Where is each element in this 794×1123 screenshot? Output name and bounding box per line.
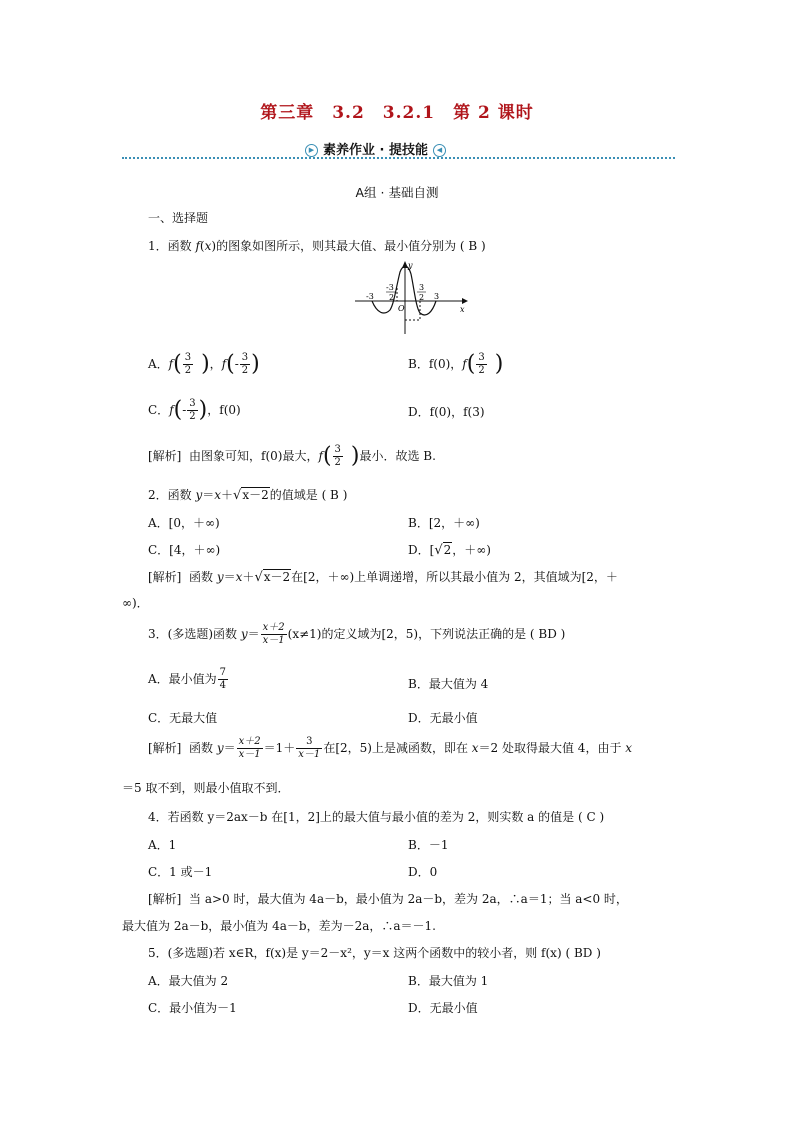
question-4-stem: 4．若函数 y＝2ax－b 在[1，2]上的最大值与最小值的差为 2，则实数 a 的值是 ( C ) xyxy=(148,810,605,824)
graph-x-arrow xyxy=(462,298,468,304)
q3-option-b: B．最大值为 4 xyxy=(408,677,489,691)
play-left-icon: ◀ xyxy=(433,144,446,157)
graph-label-neg3-num: -3 xyxy=(386,283,394,292)
graph-label-3-num: 3 xyxy=(419,283,425,292)
q1-function-graph xyxy=(350,258,475,338)
q2-analysis-line2: ∞)． xyxy=(122,596,149,610)
q5-option-a: A．最大值为 2 xyxy=(148,974,229,988)
q3-option-a: A．最小值为 $\frac{7}{4}$ xyxy=(148,667,227,691)
dotted-divider xyxy=(122,157,675,159)
q1-f: f xyxy=(195,239,200,253)
q1-option-c: C．f(- $\frac{3}{2}$ )，f(0) xyxy=(148,397,241,423)
q5-option-c: C．最小值为－1 xyxy=(148,1001,237,1015)
q4-option-d: D．0 xyxy=(408,865,438,879)
question-3-stem: 3．(多选题)函数 y＝ $\frac{x+2}{x-1}$ (x≠1)的定义域为[2，5)，下列说法正确的是 ( BD ) xyxy=(148,622,566,646)
q3-option-d: D．无最小值 xyxy=(408,711,478,725)
q2-analysis-line1: [解析] 函数 y＝x＋√x－2在[2，＋∞)上单调递增，所以其最小值为 2，其值域为[2，＋ xyxy=(148,570,618,585)
question-2-stem: 2．函数 y＝x＋√x－2的值域是 ( B ) xyxy=(148,488,348,503)
graph-label-neg3: -3 xyxy=(366,292,374,301)
q4-analysis-line1: [解析] 当 a>0 时，最大值为 4a－b，最小值为 2a－b，差为 2a，∴a＝1；当 a<0 时， xyxy=(148,892,628,906)
q4-option-a: A．1 xyxy=(148,838,177,852)
graph-label-den-left: 2 xyxy=(389,293,395,302)
play-right-icon: ▶ xyxy=(305,144,318,157)
q4-option-c: C．1 或－1 xyxy=(148,865,213,879)
q5-option-d: D．无最小值 xyxy=(408,1001,478,1015)
group-heading: A组 · 基础自测 xyxy=(355,185,439,200)
q4-analysis-line2: 最大值为 2a－b，最小值为 4a－b，差为－2a，∴a＝－1. xyxy=(122,919,436,933)
section-banner xyxy=(300,139,451,158)
graph-label-origin: O xyxy=(398,304,405,313)
graph-label-y: y xyxy=(408,261,413,270)
question-5-stem: 5．(多选题)若 x∈R，f(x)是 y＝2－x²，y＝x 这两个函数中的较小者，则 f(x) ( BD ) xyxy=(148,946,601,960)
q2-option-b: B．[2，＋∞) xyxy=(408,516,480,530)
q1-option-d: D．f(0)，f(3) xyxy=(408,405,485,419)
q1-option-a: A．f( $\frac{3}{2}$ )，f(- $\frac{3}{2}$ ) xyxy=(148,351,260,377)
q1-analysis: [解析] 由图象可知，f(0)最大，f( $\frac{3}{2}$ )最小．故选 B. xyxy=(148,443,436,469)
q2-option-c: C．[4，＋∞) xyxy=(148,543,221,557)
q3-option-c: C．无最大值 xyxy=(148,711,218,725)
graph-label-3: 3 xyxy=(434,292,440,301)
q4-option-b: B．－1 xyxy=(408,838,449,852)
q1-stem-suffix: 的图象如图所示，则其最大值、最小值分别为 ( B ) xyxy=(216,239,486,253)
part-heading: 一、选择题 xyxy=(148,211,209,225)
graph-label-den-right: 2 xyxy=(419,293,425,302)
q1-x: x xyxy=(204,239,212,253)
q1-option-b: B．f(0)，f( $\frac{3}{2}$ ) xyxy=(408,351,504,377)
banner-text: 素养作业 · 提技能 xyxy=(323,143,428,158)
question-1-stem: 1．函数 f(x)的图象如图所示，则其最大值、最小值分别为 ( B ) xyxy=(148,239,486,253)
q1-stem-prefix: 1．函数 xyxy=(148,239,196,253)
q2-option-d: D．[√2，＋∞) xyxy=(408,543,491,558)
q3-analysis-line2: ＝5 取不到，则最小值取不到． xyxy=(122,781,290,795)
q5-option-b: B．最大值为 1 xyxy=(408,974,489,988)
q2-option-a: A．[0，＋∞) xyxy=(148,516,220,530)
graph-label-x: x xyxy=(460,305,465,314)
q3-analysis-line1: [解析] 函数 y＝ $\frac{x+2}{x-1}$ ＝1＋ $\frac{3}{x-1}$ 在[2，5)上是减函数，即在 x＝2 处取得最大值 4，由于 x xyxy=(148,736,633,760)
page-title: 第三章 3.2 3.2.1 第 2 课时 xyxy=(260,103,534,123)
